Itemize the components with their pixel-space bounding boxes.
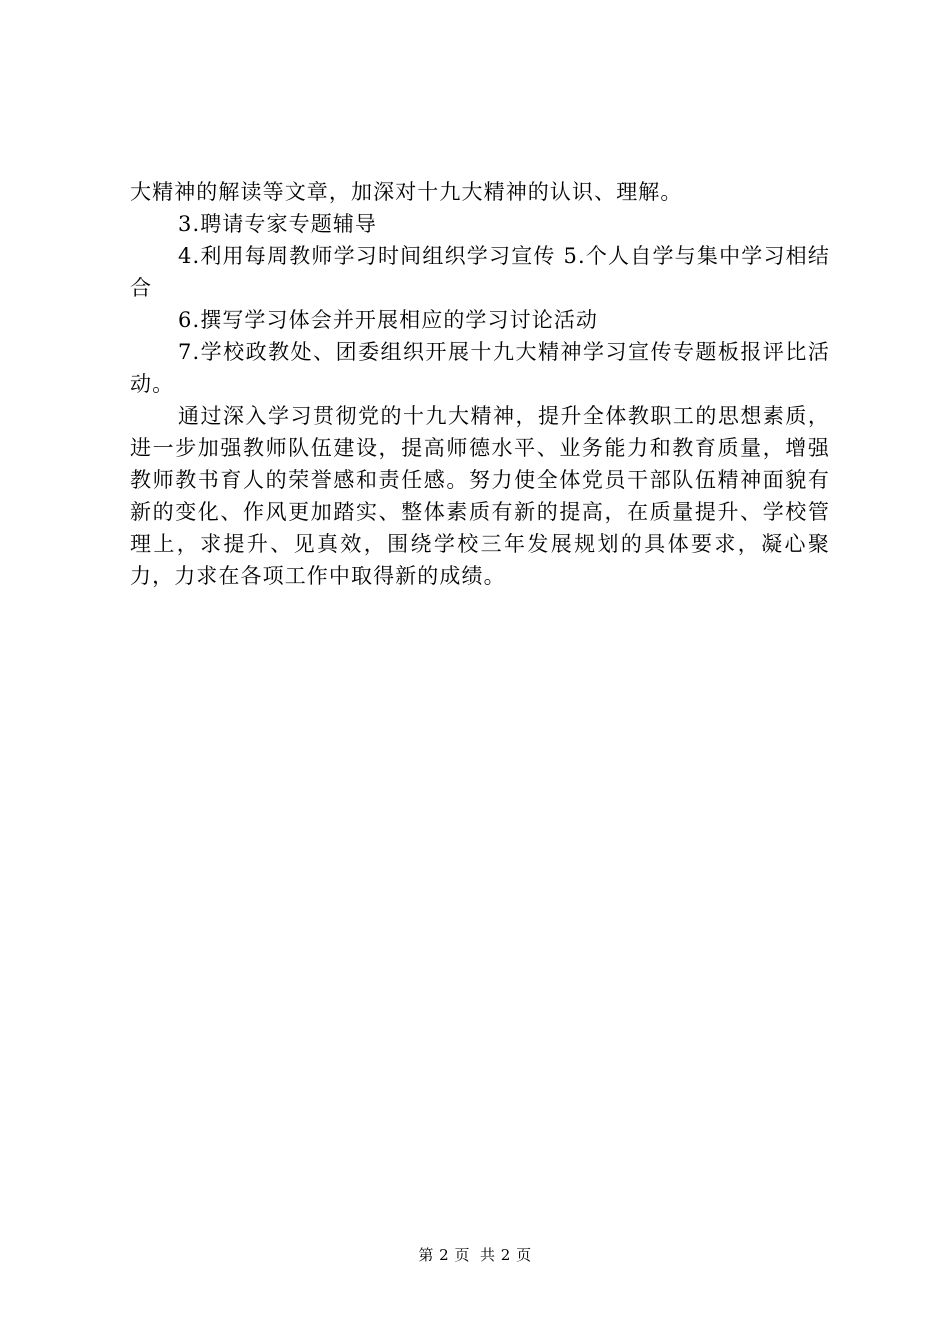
page-number-total: 共 2 页 [480,1246,532,1264]
paragraph-item-4-5: 4.利用每周教师学习时间组织学习宣传 5.个人自学与集中学习相结合 [130,244,830,300]
page-footer [0,1244,950,1265]
paragraph-item-3: 3.聘请专家专题辅导 [178,212,378,236]
document-body [130,176,830,592]
page-number-current: 第 2 页 [418,1246,470,1264]
paragraph-item-7: 7.学校政教处、团委组织开展十九大精神学习宣传专题板报评比活动。 [130,340,830,396]
paragraph-continuation: 大精神的解读等文章，加深对十九大精神的认识、理解。 [130,180,683,204]
paragraph-summary: 通过深入学习贯彻党的十九大精神，提升全体教职工的思想素质，进一步加强教师队伍建设，提高师德水平、业务能力和教育质量，增强教师教书育人的荣誉感和责任感。努力使全体党员干部队伍精神面貌有新的变化、作风更加踏实、整体素质有新的提高，在质量提升、学校管理上，求提升、见真效，围绕学校三年发展规划的具体要求，凝心聚力，力求在各项工作中取得新的成绩。 [130,404,830,588]
paragraph-item-6: 6.撰写学习体会并开展相应的学习讨论活动 [178,308,599,332]
